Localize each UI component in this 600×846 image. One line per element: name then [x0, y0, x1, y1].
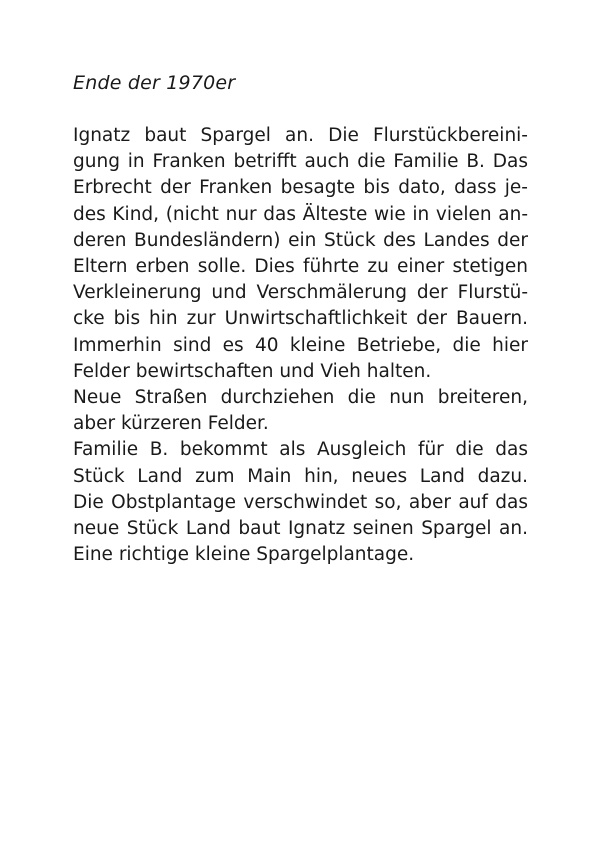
text-line: Neue Straßen durchziehen die nun breiteren,	[73, 387, 528, 409]
text-line: Immerhin sind es 40 kleine Betriebe, die hier	[73, 334, 528, 356]
text-line: Erbrecht der Franken besagte bis dato, dass je-	[73, 177, 528, 199]
text-line: Stück Land zum Main hin, neues Land dazu.	[73, 465, 528, 487]
text-line: gung in Franken betrifft auch die Familie B. Das	[73, 151, 528, 173]
text-line: Eine richtige kleine Spargelplantage.	[73, 544, 415, 566]
text-line: Eltern erben solle. Dies führte zu einer stetigen	[73, 256, 528, 278]
text-line: Die Obstplantage verschwindet so, aber auf das	[73, 491, 528, 513]
text-line: des Kind, (nicht nur das Älteste wie in vielen an-	[73, 203, 528, 225]
section-heading: Ende der 1970er	[73, 72, 236, 94]
text-line: aber kürzeren Felder.	[73, 413, 269, 435]
text-line: Ignatz baut Spargel an. Die Flurstückbereini-	[73, 125, 528, 146]
text-line: Felder bewirtschaften und Vieh halten.	[73, 360, 432, 382]
text-line: Familie B. bekommt als Ausgleich für die das	[73, 439, 528, 461]
text-line: neue Stück Land baut Ignatz seinen Spargel an.	[73, 518, 528, 540]
text-line: Verkleinerung und Verschmälerung der Flurstü-	[73, 282, 528, 304]
text-line: cke bis hin zur Unwirtschaftlichkeit der Bauern.	[73, 308, 528, 330]
body-text	[73, 123, 528, 568]
text-line: deren Bundesländern) ein Stück des Landes der	[73, 229, 528, 251]
